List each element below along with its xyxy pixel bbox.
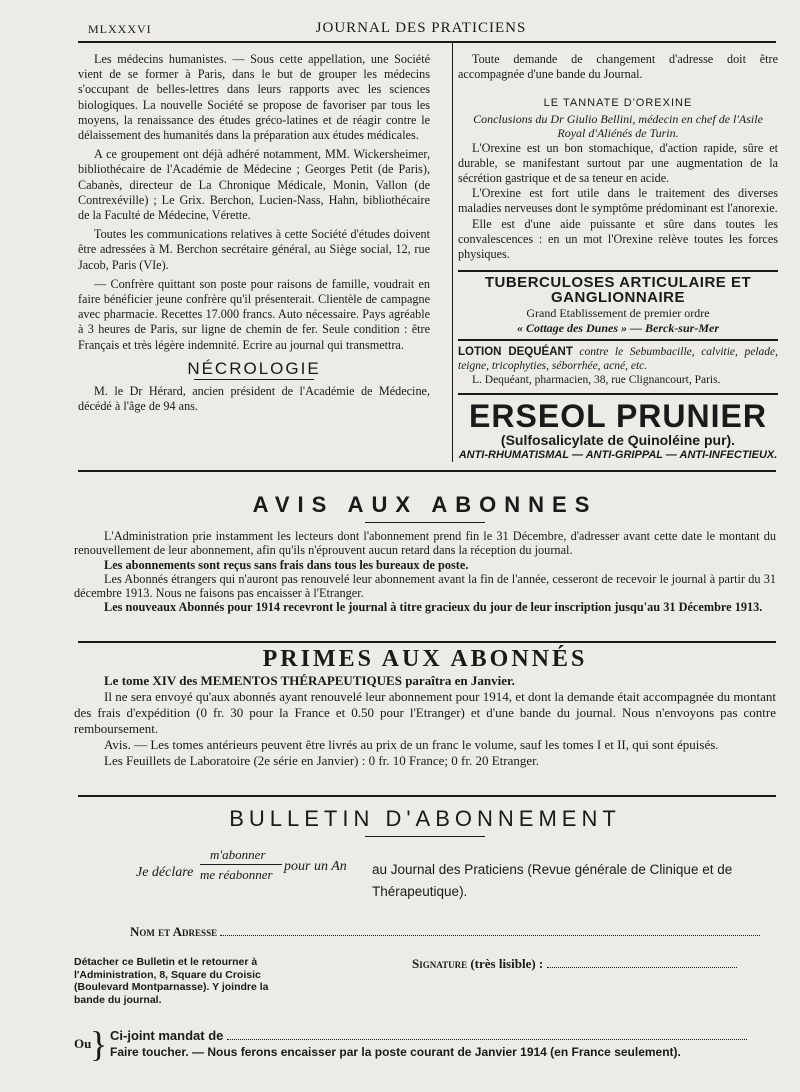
journal-title: JOURNAL DES PRATICIENS xyxy=(315,20,527,36)
avis-underline xyxy=(365,522,485,523)
right-column xyxy=(458,52,778,463)
section-rule-1 xyxy=(78,470,776,472)
bulletin-underline xyxy=(365,836,485,837)
avis-paragraph-4: Les nouveaux Abonnés pour 1914 recevront le journal à titre gracieux du jour de leur inscription jusqu'au 31 Décembre 1913. xyxy=(104,600,763,615)
tannate-paragraph-1: L'Orexine est un bon stomachique, d'action rapide, sûre et durable, se manifestant surtout par une augmentation de la sécrétion gastrique et de sa teneur en acide. xyxy=(458,140,778,186)
section-rule-2 xyxy=(78,641,776,643)
ou-label: Ou xyxy=(74,1036,92,1051)
page-number: MLXXXVI xyxy=(88,22,152,36)
avis-title: AVIS AUX ABONNES xyxy=(252,492,598,517)
detach-instructions: Détacher ce Bulletin et le retourner à l'Administration, 8, Square du Croisic (Boulevard Montparnasse). Y joindre la bande du journal. xyxy=(74,956,269,1006)
tuberculoses-line-2: « Cottage des Dunes » — Berck-sur-Mer xyxy=(516,320,719,335)
primes-section xyxy=(74,646,776,769)
necrologie-text: M. le Dr Hérard, ancien président de l'Académie de Médecine, décédé à l'âge de 94 ans. xyxy=(78,384,430,414)
option-abonner[interactable]: m'abonner xyxy=(210,847,266,862)
nom-adresse-field[interactable] xyxy=(220,925,760,936)
mandat-row xyxy=(110,1028,747,1044)
confrere-paragraph: — Confrère quittant son poste pour raisons de famille, voudrait en faire bénéficier jeune confrère qu'il présenterait. Clientèle de campagne avec pharmacie. Recettes 17.000 francs. Auto nécessaire. Pays agréable à 3 heures de Paris, sur ligne de chemin de fer. Seule condition : être Français et très légère indemnité. Ecrire au journal qui transmettra. xyxy=(78,276,430,352)
nom-adresse-row xyxy=(130,924,760,940)
header-rule xyxy=(78,41,776,43)
necrologie-rule xyxy=(194,379,314,380)
bulletin-title: BULLETIN D'ABONNEMENT xyxy=(229,806,621,831)
signature-label: Signature xyxy=(412,956,468,971)
erseol-title: ERSEOL PRUNIER xyxy=(469,398,767,435)
je-declare: Je déclare xyxy=(136,865,194,880)
brace: } xyxy=(90,1024,108,1064)
tannate-subtitle: Conclusions du Dr Giulio Bellini, médecin en chef de l'Asile Royal d'Aliénés de Turin. xyxy=(473,111,763,141)
page-header xyxy=(70,18,772,40)
column-divider xyxy=(452,42,453,462)
lotion-name: LOTION DEQUÉANT xyxy=(458,346,573,359)
avis-paragraph-3: Les Abonnés étrangers qui n'auront pas renouvelé leur abonnement avant la fin de l'année, cesseront de recevoir le journal à partir du 31 décembre 1913. Nous ne faisons pas encaisser à l'Etranger. xyxy=(74,571,776,601)
lotion-ad xyxy=(458,345,778,387)
primes-paragraph-4: Les Feuillets de Laboratoire (2e série en Janvier) : 0 fr. 10 France; 0 fr. 20 Etranger. xyxy=(104,753,539,768)
nom-adresse-label: Nom et Adresse xyxy=(130,924,218,939)
necrologie-title: NÉCROLOGIE xyxy=(187,358,321,378)
erseol-ad xyxy=(458,393,778,463)
tuberculoses-title: TUBERCULOSES ARTICULAIRE ET GANGLIONNAIRE xyxy=(484,274,752,307)
tuberculoses-ad xyxy=(458,270,778,341)
humanistes-paragraph: Les médecins humanistes. — Sous cette appellation, une Société vient de se former à Paris, dans le but de grouper les médecins s'occupant de belles-lettres dans leurs rapports avec les sciences biologiques. La nouvelle Société se propose de favoriser par tous les moyens, la renaissance des études gréco-latines et de réagir contre le délaissement des humanités dans la préparation aux études médicales. xyxy=(78,52,430,143)
mandat-field[interactable] xyxy=(227,1029,747,1040)
primes-title: PRIMES AUX ABONNÉS xyxy=(262,646,588,672)
signature-note: (très lisible) : xyxy=(470,956,544,971)
primes-paragraph-2: Il ne sera envoyé qu'aux abonnés ayant renouvelé leur abonnement pour 1914, et dont la demande était accompagnée du montant des frais d'expédition (0 fr. 30 pour la France et 0.50 pour l'Etranger) et d'une bande du journal. Nous n'envoyons pas contre remboursement. xyxy=(74,689,776,736)
signature-field[interactable] xyxy=(547,957,737,968)
address-change-notice: Toute demande de changement d'adresse doit être accompagnée d'une bande du Journal. xyxy=(458,52,778,82)
lotion-address: L. Dequéant, pharmacien, 38, rue Clignancourt, Paris. xyxy=(472,374,721,387)
tannate-paragraph-2: L'Orexine est fort utile dans le traitement des diverses maladies nerveuses dont le symptôme prédominant est l'anorexie. xyxy=(458,186,778,216)
groupement-paragraph: A ce groupement ont déjà adhéré notamment, MM. Wickersheimer, bibliothécaire de l'Académie de Médecine ; Georges Petit (de Paris), Cabanès, directeur de La Chronique Médicale, Monin, Vallon (de Contrexéville) ; Le Grix. Berchon, Lucien-Nass, Hahn, bibliothécaire de la Faculté de Médecine, Vérette. xyxy=(78,147,430,223)
declaration-block xyxy=(74,843,776,913)
tannate-title: LE TANNATE D'OREXINE xyxy=(543,97,693,110)
au-journal-text: au Journal des Praticiens (Revue générale de Clinique et de Thérapeutique). xyxy=(372,862,733,899)
option-reabonner[interactable]: me réabonner xyxy=(200,867,273,882)
tannate-paragraph-3: Elle est d'une aide puissante et sûre dans toutes les convalescences : en un mot l'Orexine relève toutes les forces physiques. xyxy=(458,216,778,262)
erseol-subtitle: (Sulfosalicylate de Quinoléine pur). xyxy=(500,432,736,449)
tuberculoses-line-1: Grand Etablissement de premier ordre xyxy=(526,305,710,320)
signature-row xyxy=(412,956,737,972)
avis-section xyxy=(74,492,776,615)
left-column xyxy=(78,52,430,418)
faire-toucher[interactable]: Faire toucher. — Nous ferons encaisser par la poste courant de Janvier 1914 (en France seulement). xyxy=(110,1045,681,1059)
communications-paragraph: Toutes les communications relatives à cette Société d'études doivent être adressées à M. Berchon secrétaire général, au Siège social, 12, rue Jacob, Paris (VIe). xyxy=(78,227,430,272)
erseol-tags: ANTI-RHUMATISMAL — ANTI-GRIPPAL — ANTI-INFECTIEUX. xyxy=(458,449,778,462)
option-separator xyxy=(200,864,282,865)
bulletin-section xyxy=(74,806,776,1064)
section-rule-3 xyxy=(78,795,776,797)
primes-paragraph-3: Avis. — Les tomes antérieurs peuvent être livrés au prix de un franc le volume, sauf les tomes I et II, qui sont épuisés. xyxy=(104,737,719,752)
pour-un-an: pour un An xyxy=(284,859,347,874)
lotion-text: contre le Sebumbacille, calvitie, pelade, teigne, tricophyties, séborrhée, acné, etc. xyxy=(458,346,778,373)
primes-paragraph-1: Le tome XIV des MEMENTOS THÉRAPEUTIQUES paraîtra en Janvier. xyxy=(104,673,515,688)
mandat-label: Ci-joint mandat de xyxy=(110,1028,224,1043)
avis-paragraph-2: Les abonnements sont reçus sans frais dans tous les bureaux de poste. xyxy=(104,557,469,572)
avis-paragraph-1: L'Administration prie instamment les lecteurs dont l'abonnement prend fin le 31 Décembre, d'adresser avant cette date le montant du renouvellement de leur abonnement, afin qu'ils n'éprouvent aucun retard dans la réception du journal. xyxy=(74,529,776,558)
